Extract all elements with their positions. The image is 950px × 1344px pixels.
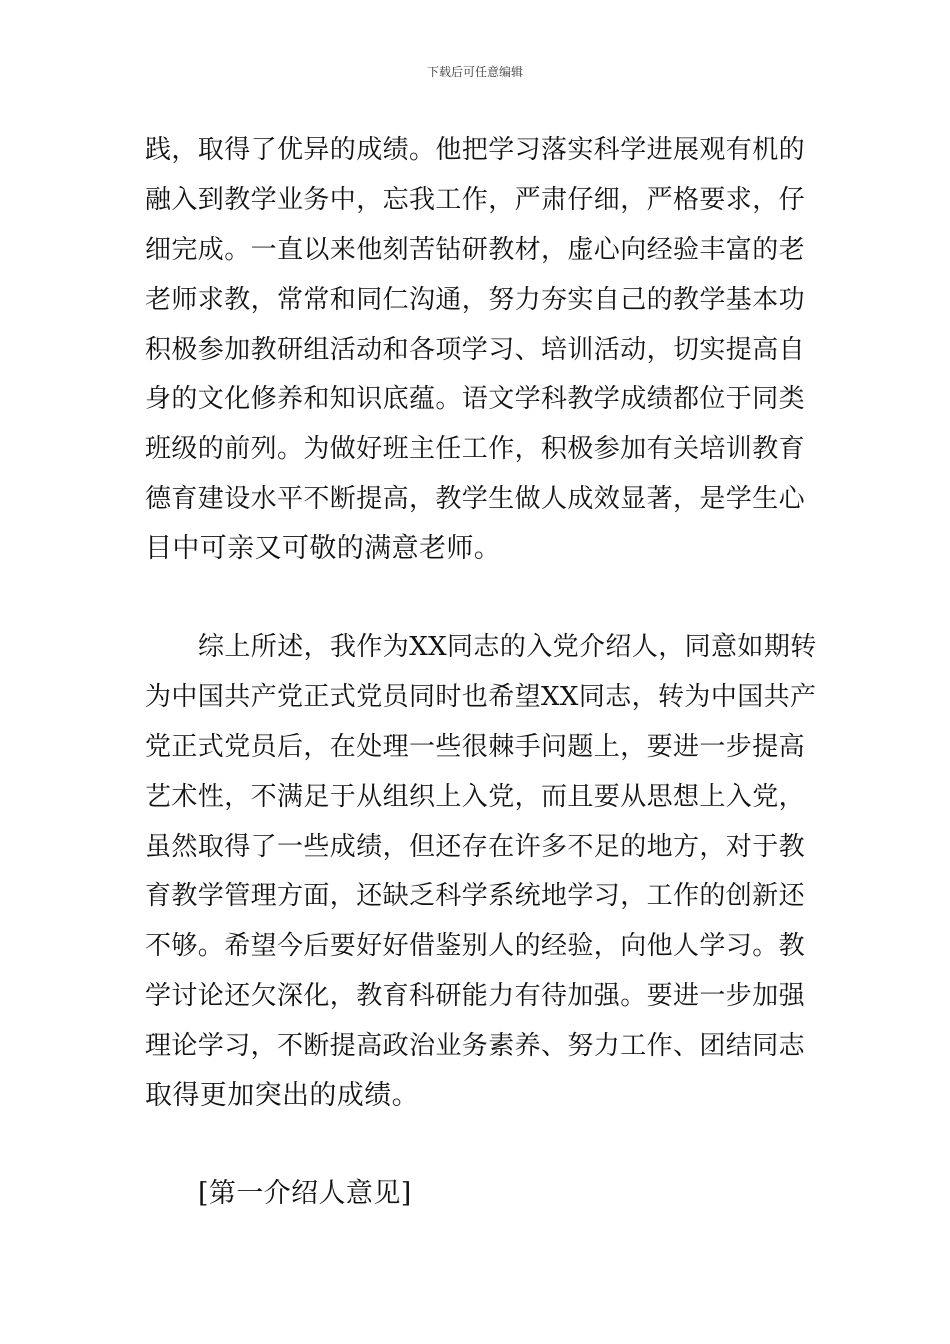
text-line: 身的文化修养和知识底蕴。语文学科教学成绩都位于同类 (145, 384, 806, 414)
text-line: 育教学管理方面，还缺乏科学系统地学习，工作的创新还 (145, 881, 806, 911)
text-line: 综上所述，我作为XX同志的入党介绍人，同意如期转 (198, 632, 817, 662)
text-line: 班级的前列。为做好班主任工作，积极参加有关培训教育 (145, 434, 806, 464)
text-line: 老师求教，常常和同仁沟通，努力夯实自己的教学基本功 (145, 285, 806, 315)
text-line: 为中国共产党正式党员同时也希望XX同志，转为中国共产 (145, 682, 817, 712)
text-line: 不够。希望今后要好好借鉴别人的经验，向他人学习。教 (145, 931, 806, 961)
text-line: 融入到教学业务中，忘我工作，严肃仔细，严格要求，仔 (145, 185, 806, 215)
text-line: 细完成。一直以来他刻苦钻研教材，虚心向经验丰富的老 (145, 235, 806, 265)
text-line: 目中可亲又可敬的满意老师。 (145, 533, 502, 564)
text-line: 取得更加突出的成绩。 (145, 1080, 419, 1111)
text-line: 党正式党员后，在处理一些很棘手问题上，要进一步提高 (145, 732, 806, 762)
section-heading: [第一介绍人意见] (198, 1178, 412, 1209)
text-line: 积极参加教研组活动和各项学习、培训活动，切实提高自 (145, 335, 806, 365)
text-line: 理论学习，不断提高政治业务素养、努力工作、团结同志 (145, 1031, 806, 1061)
text-line: 学讨论还欠深化，教育科研能力有待加强。要进一步加强 (145, 981, 806, 1011)
text-line: 虽然取得了一些成绩，但还存在许多不足的地方，对于教 (145, 832, 806, 862)
text-line: 德育建设水平不断提高，教学生做人成效显著，是学生心 (145, 484, 806, 514)
text-line: 践，取得了优异的成绩。他把学习落实科学进展观有机的 (145, 135, 806, 165)
text-line: 艺术性，不满足于从组织上入党，而且要从思想上入党， (145, 782, 806, 812)
page-header: 下载后可任意编辑 (426, 65, 523, 79)
